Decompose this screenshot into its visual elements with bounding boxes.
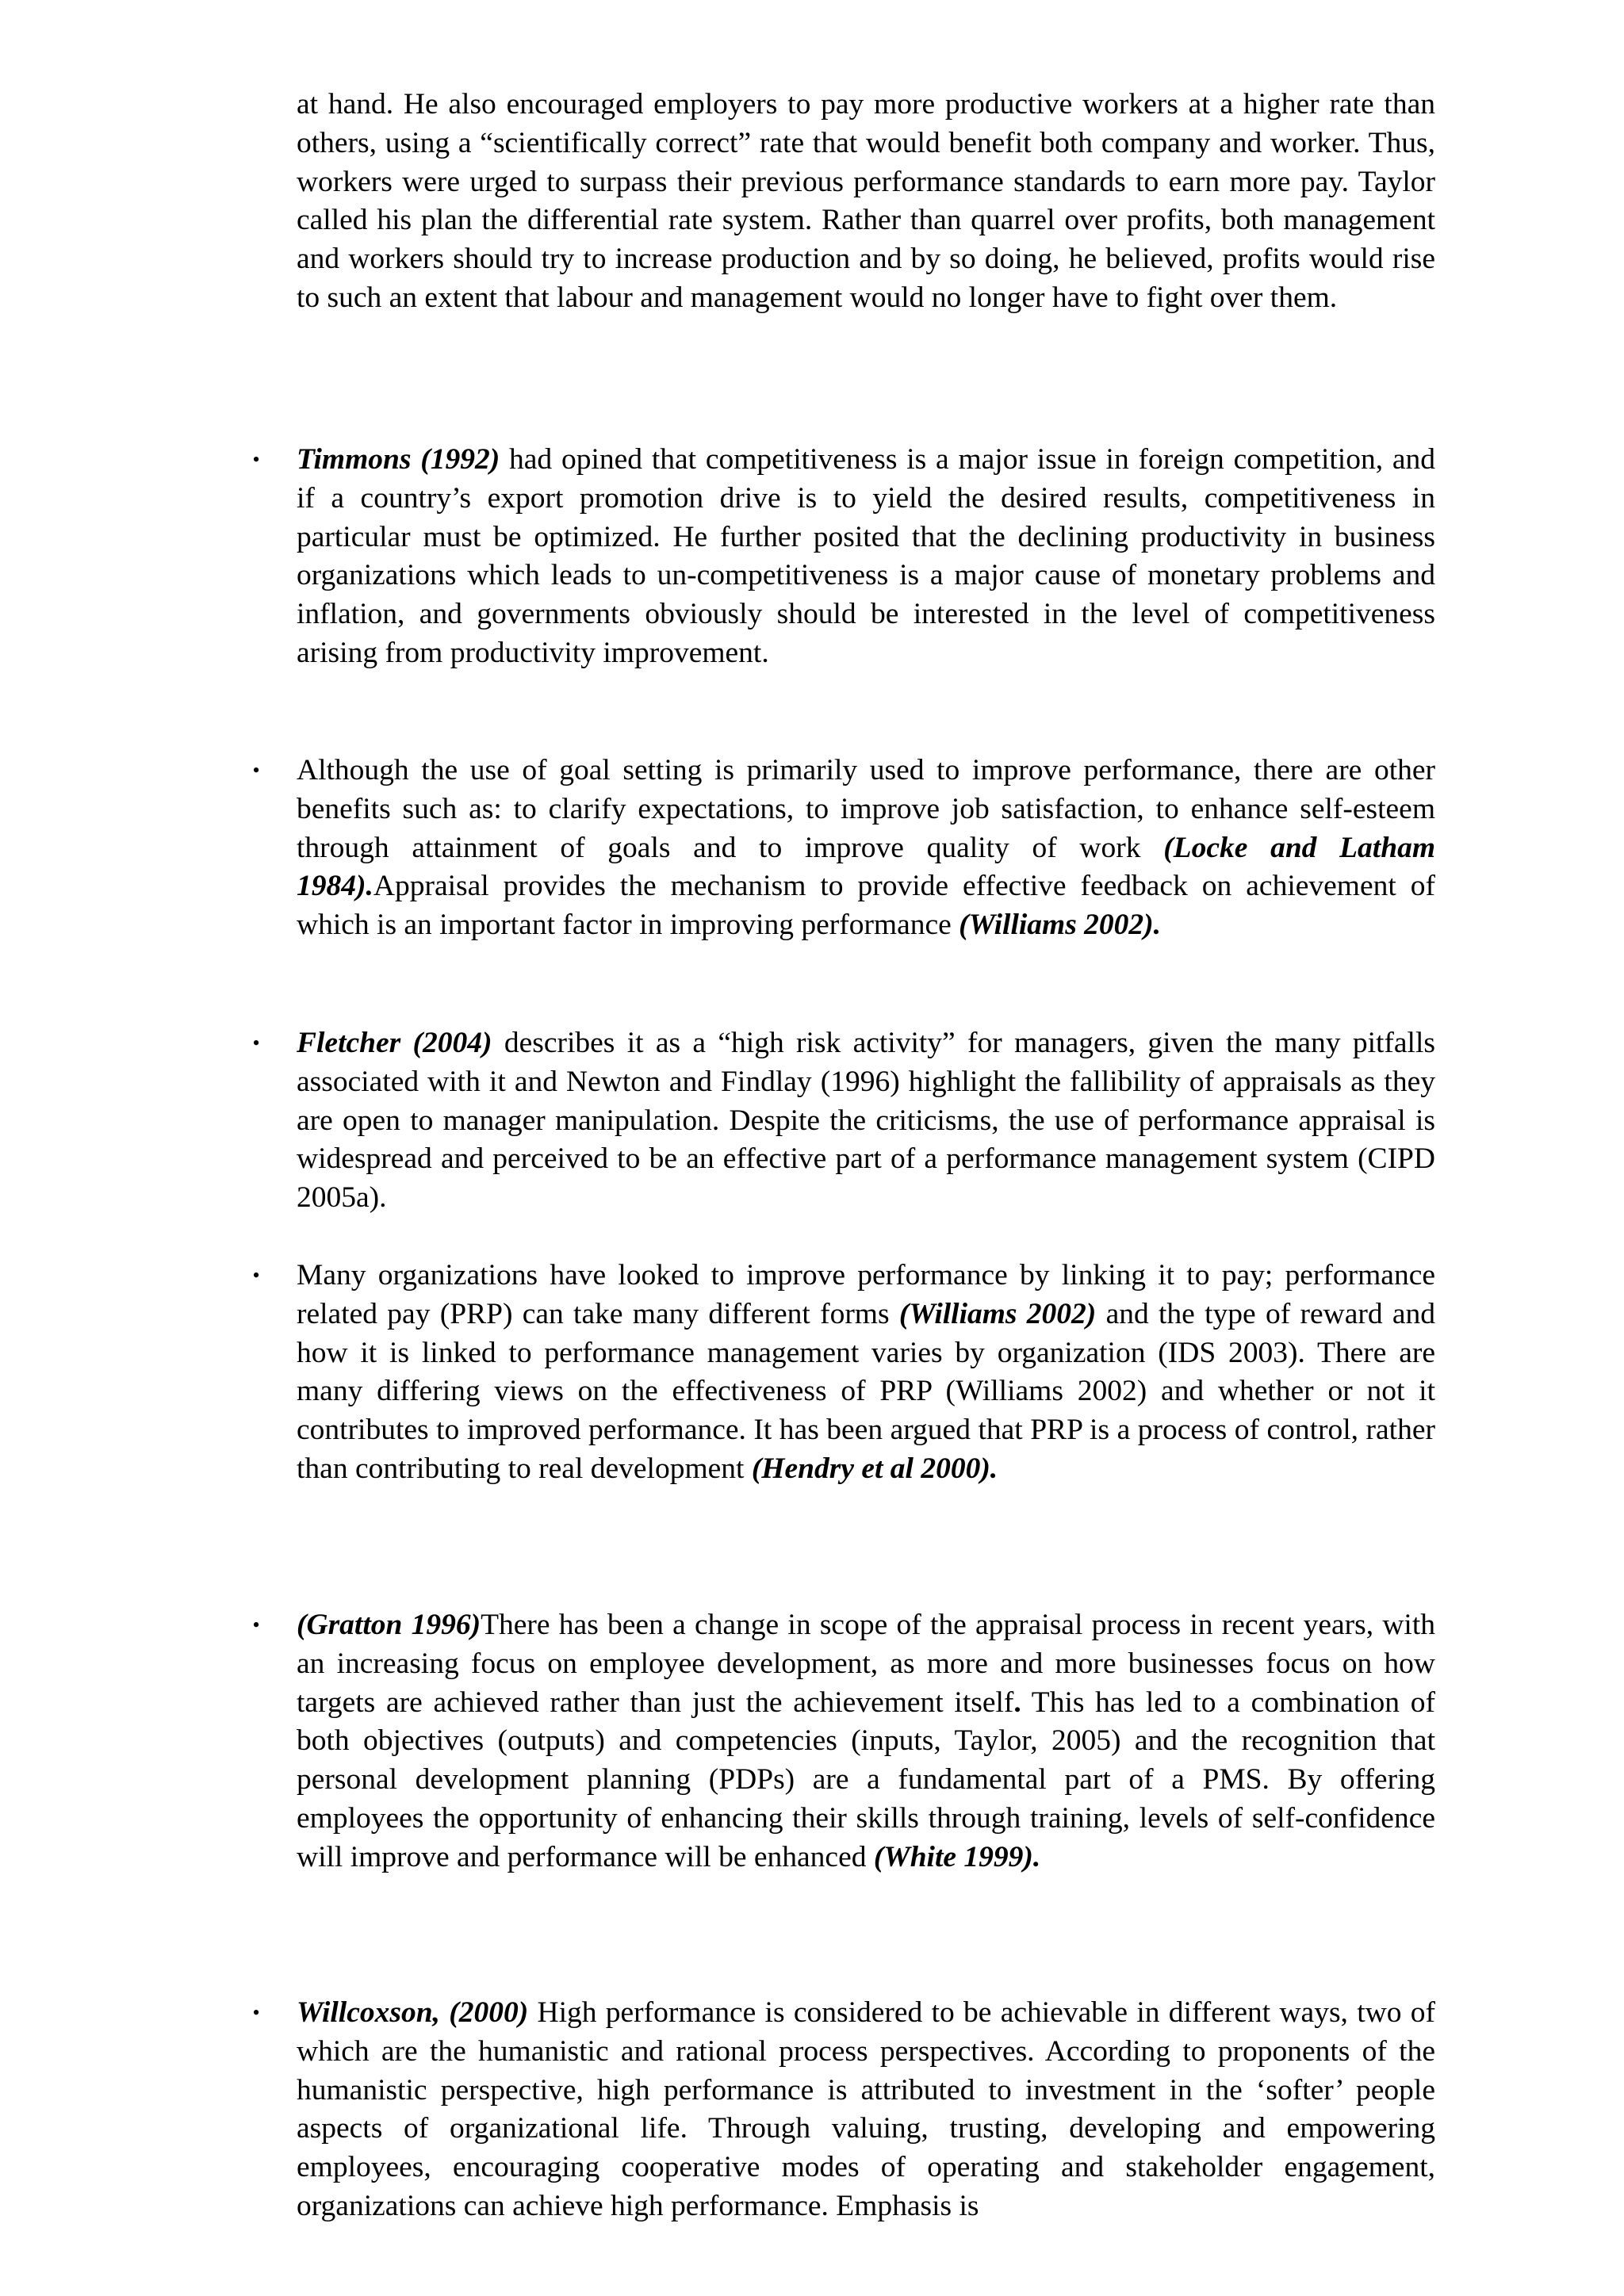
bullet-icon: • <box>252 2001 260 2024</box>
bullet-paragraph-gratton <box>297 1606 1435 1877</box>
paragraph-text: High performance is considered to be achievable in different ways, two of which are the humanistic and rational process perspectives. According to proponents of the humanistic perspective, high performance is attributed to investment in the ‘softer’ people aspects of organizational life. Through valuing, trusting, developing and empowering employees, encouraging cooperative modes of operating and stakeholder engagement, organizations can achieve high performance. Emphasis is <box>297 1996 1435 2222</box>
paragraph-text: Appraisal provides the mechanism to provide effective feedback on achievement of which is an important factor in improving performance <box>297 870 1435 942</box>
citation: (White 1999). <box>873 1840 1041 1873</box>
citation: Willcoxson, (2000) <box>297 1996 529 2029</box>
bullet-icon: • <box>252 759 260 782</box>
bullet-icon: • <box>252 1613 260 1636</box>
bullet-icon: • <box>252 1031 260 1054</box>
paragraph-text: This has led to a combination of both objectives (outputs) and competencies (inputs, Taylor, 2005) and the recognition that personal development planning (PDPs) are a fundamental part of a PMS. By offering employees the opportunity of enhancing their skills through training, levels of self-confidence will improve and performance will be enhanced <box>297 1686 1435 1873</box>
intro-paragraph <box>297 86 1435 318</box>
bold-period: . <box>1013 1686 1021 1719</box>
paragraph-text: There has been a change in scope of the appraisal process in recent years, with an increasing focus on employee development, as more and more businesses focus on how targets are achieved rather than just the achievement itself <box>297 1609 1436 1719</box>
paragraph-text: had opined that competitiveness is a major issue in foreign competition, and if a country’s export promotion drive is to yield the desired results, competitiveness in particular must be optimized. He further posited that the declining productivity in business organizations which leads to un-competitiveness is a major cause of monetary problems and inflation, and governments obviously should be interested in the level of competitiveness arising from productivity improvement. <box>297 443 1436 669</box>
bullet-icon: • <box>252 448 260 471</box>
citation: (Hendry et al 2000). <box>751 1452 998 1485</box>
bullet-paragraph-goal-setting <box>297 752 1435 945</box>
bullet-paragraph-timmons <box>297 441 1435 673</box>
citation: (Williams 2002). <box>959 909 1162 942</box>
paragraph-text: and the type of reward and how it is linked to performance management varies by organization (IDS 2003). There are many differing views on the effectiveness of PRP (Williams 2002) and whether or not it contributes to improved performance. It has been argued that PRP is a process of control, rather than contributing to real development <box>297 1297 1436 1485</box>
bullet-paragraph-fletcher <box>297 1024 1435 1218</box>
citation: (Williams 2002) <box>898 1297 1097 1330</box>
citation: Timmons (1992) <box>297 443 500 476</box>
bullet-paragraph-willcoxson <box>297 1994 1435 2226</box>
paragraph-text: Many organizations have looked to improve performance by linking it to pay; performance related pay (PRP) can take many different forms <box>297 1259 1435 1330</box>
paragraph-text: Although the use of goal setting is primarily used to improve performance, there are other benefits such as: to clarify expectations, to improve job satisfaction, to enhance self-esteem through attainment of goals and to improve quality of work <box>297 754 1435 864</box>
paragraph-text: describes it as a “high risk activity” for managers, given the many pitfalls associated with it and Newton and Findlay (1996) highlight the fallibility of appraisals as they are open to manager manipulation. Despite the criticisms, the use of performance appraisal is widespread and perceived to be an effective part of a performance management system (CIPD 2005a). <box>297 1027 1435 1215</box>
citation: Fletcher (2004) <box>297 1027 492 1059</box>
citation: (Gratton 1996) <box>297 1609 481 1641</box>
bullet-icon: • <box>252 1264 260 1287</box>
bullet-paragraph-prp <box>297 1257 1435 1489</box>
citation: (Locke and Latham 1984). <box>297 831 1435 903</box>
intro-text: at hand. He also encouraged employers to pay more productive workers at a higher rate than others, using a “scientifically correct” rate that would benefit both company and worker. Thus, workers were urged to surpass their previous performance standards to earn more pay. Taylor called his plan the differential rate system. Rather than quarrel over profits, both management and workers should try to increase production and by so doing, he believed, profits would rise to such an extent that labour and management would no longer have to fight over them. <box>297 88 1435 314</box>
